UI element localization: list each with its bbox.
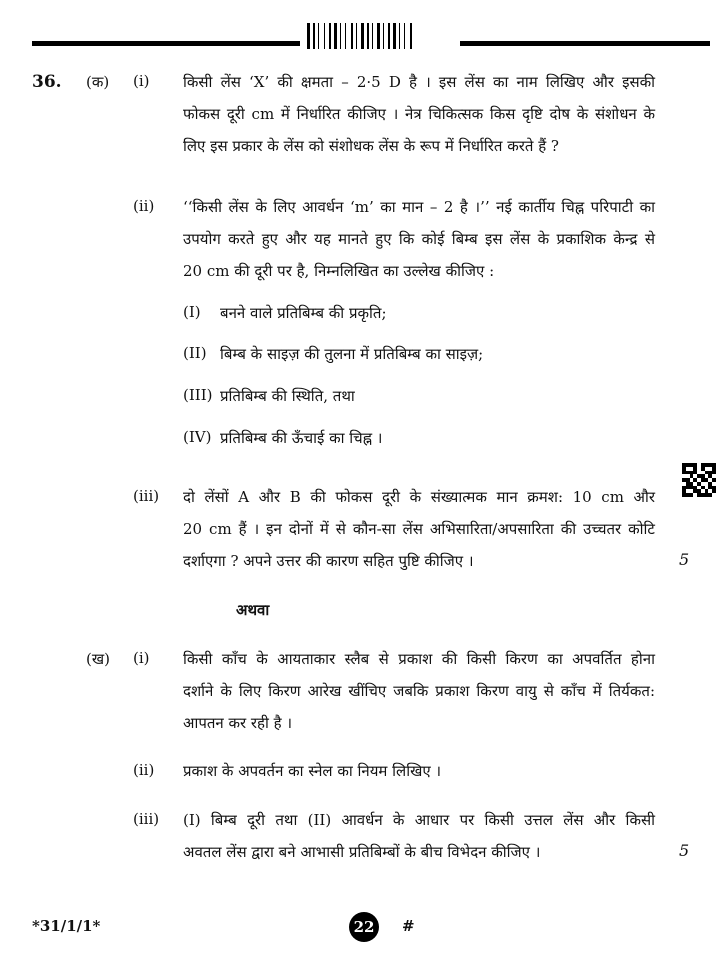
- barcode-stripe: [372, 23, 373, 49]
- barcode-stripe: [365, 23, 366, 49]
- marks-part-a: 5: [679, 550, 690, 569]
- barcode-stripe: [342, 23, 344, 49]
- item-label-2: (II): [183, 344, 207, 362]
- barcode-stripe: [334, 23, 337, 49]
- header-rule-right: [460, 41, 710, 46]
- barcode-stripe: [332, 23, 333, 49]
- barcode-stripe: [399, 23, 400, 49]
- barcode-stripe: [320, 23, 323, 49]
- barcode-stripe: [391, 23, 392, 49]
- part-a-ii-line-2: उपयोग करते हुए और यह मानते हुए कि कोई बिम्ब इस लेंस के प्रकाशिक केन्द्र से: [183, 230, 655, 248]
- barcode-stripe: [370, 23, 371, 49]
- barcode-stripe: [404, 23, 405, 49]
- hash-mark: #: [402, 917, 415, 935]
- barcode-stripe: [413, 23, 414, 49]
- paper-code: *31/1/1*: [32, 917, 101, 935]
- part-a-i-line-1: किसी लेंस ‘X’ की क्षमता – 2·5 D है । इस लेंस का नाम लिखिए और इसकी: [183, 73, 655, 91]
- barcode-stripe: [358, 23, 360, 49]
- part-a-label: (क): [86, 73, 110, 91]
- part-a-i-label: (i): [133, 72, 150, 90]
- barcode-stripe: [361, 23, 364, 49]
- item-text-4: प्रतिबिम्ब की ऊँचाई का चिह्न ।: [220, 429, 383, 447]
- item-text-1: बनने वाले प्रतिबिम्ब की प्रकृति;: [220, 304, 387, 322]
- part-a-i-line-2: फोकस दूरी cm में निर्धारित कीजिए । नेत्र चिकित्सक किस दृष्टि दोष के संशोधन के: [183, 105, 655, 123]
- part-a-iii-line-1: दो लेंसों A और B की फोकस दूरी के संख्यात्मक मान क्रमश: 10 cm और: [183, 488, 655, 506]
- barcode-stripe: [326, 23, 328, 49]
- barcode-stripe: [401, 23, 403, 49]
- barcode-stripe: [393, 23, 396, 49]
- part-b-i-line-1: किसी काँच के आयताकार स्लैब से प्रकाश की किसी किरण का अपवर्तित होना: [183, 650, 655, 668]
- barcode-stripe: [307, 23, 310, 49]
- part-a-iii-line-3: दर्शाएगा ? अपने उत्तर की कारण सहित पुष्टि कीजिए ।: [183, 552, 474, 570]
- or-label: अथवा: [236, 601, 270, 619]
- part-a-ii-line-3: 20 cm की दूरी पर है, निम्नलिखित का उल्लेख कीजिए :: [183, 262, 495, 280]
- item-label-4: (IV): [183, 428, 212, 446]
- barcode-stripe: [338, 23, 339, 49]
- item-text-3: प्रतिबिम्ब की स्थिति, तथा: [220, 387, 355, 405]
- barcode-stripe: [410, 23, 412, 49]
- part-b-ii-label: (ii): [133, 761, 155, 779]
- barcode-stripe: [324, 23, 325, 49]
- barcode-stripe: [397, 23, 398, 49]
- barcode-stripe: [385, 23, 387, 49]
- barcode-stripe: [354, 23, 355, 49]
- marks-part-b: 5: [679, 841, 690, 860]
- question-number: 36.: [32, 72, 62, 92]
- qr-code: [682, 463, 716, 497]
- barcode-stripe: [377, 23, 380, 49]
- barcode-stripe: [313, 23, 315, 49]
- part-a-iii-line-2: 20 cm हैं । इन दोनों में से कौन-सा लेंस अभिसारिता/अपसारिता की उच्चतर कोटि: [183, 520, 655, 538]
- item-label-1: (I): [183, 303, 201, 321]
- part-a-ii-label: (ii): [133, 197, 155, 215]
- part-a-iii-label: (iii): [133, 487, 160, 505]
- barcode-stripe: [383, 23, 384, 49]
- barcode-stripe: [356, 23, 357, 49]
- barcode-stripe: [340, 23, 341, 49]
- barcode-stripe: [318, 23, 319, 49]
- barcode-stripe: [381, 23, 382, 49]
- barcode-stripe: [367, 23, 369, 49]
- qr-cell: [712, 493, 716, 497]
- part-b-label: (ख): [86, 650, 110, 668]
- barcode: [307, 23, 439, 49]
- item-text-2: बिम्ब के साइज़ की तुलना में प्रतिबिम्ब का साइज़;: [220, 345, 484, 363]
- part-a-i-line-3: लिए इस प्रकार के लेंस को संशोधक लेंस के रूप में निर्धारित करते हैं ?: [183, 137, 559, 155]
- barcode-stripe: [311, 23, 312, 49]
- barcode-stripe: [316, 23, 317, 49]
- barcode-stripe: [406, 23, 409, 49]
- item-label-3: (III): [183, 386, 213, 404]
- barcode-stripe: [345, 23, 346, 49]
- part-b-iii-line-2: अवतल लेंस द्वारा बने आभासी प्रतिबिम्बों के बीच विभेदन कीजिए ।: [183, 843, 541, 861]
- part-b-iii-line-1: (I) बिम्ब दूरी तथा (II) आवर्धन के आधार पर किसी उत्तल लेंस और किसी: [183, 811, 655, 829]
- part-a-ii-line-1: ‘‘किसी लेंस के लिए आवर्धन ‘m’ का मान – 2 है ।’’ नई कार्तीय चिह्न परिपाटी का: [183, 198, 655, 216]
- barcode-stripe: [351, 23, 353, 49]
- barcode-stripe: [388, 23, 390, 49]
- page-number: 22: [349, 912, 379, 942]
- barcode-stripe: [347, 23, 350, 49]
- part-b-iii-label: (iii): [133, 810, 160, 828]
- barcode-stripe: [329, 23, 331, 49]
- part-b-ii-line-1: प्रकाश के अपवर्तन का स्नेल का नियम लिखिए ।: [183, 762, 442, 780]
- part-b-i-label: (i): [133, 649, 150, 667]
- header-rule-left: [32, 41, 300, 46]
- barcode-stripe: [374, 23, 376, 49]
- part-b-i-line-2: दर्शाने के लिए किरण आरेख खींचिए जबकि प्रकाश किरण वायु से काँच में तिर्यकत:: [183, 682, 655, 700]
- part-b-i-line-3: आपतन कर रही है ।: [183, 714, 293, 732]
